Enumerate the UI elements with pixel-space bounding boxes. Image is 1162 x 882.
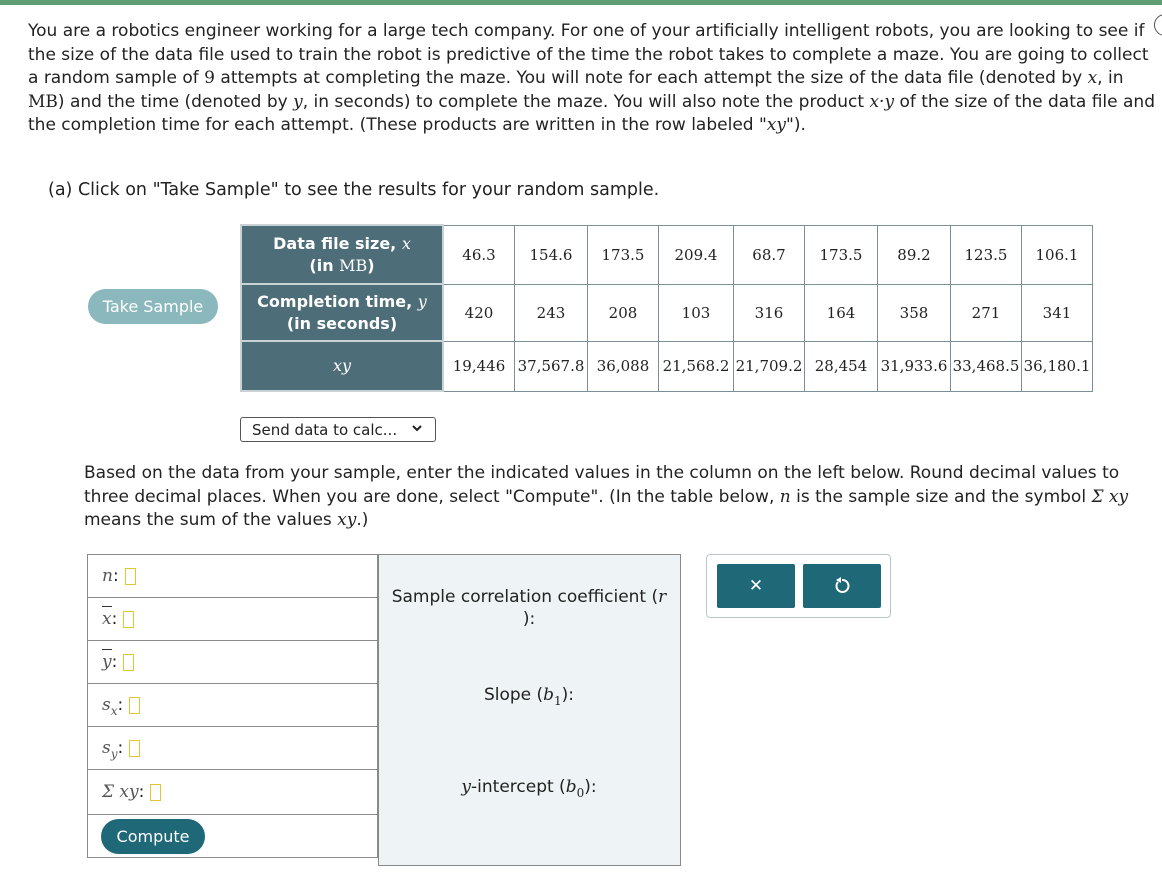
sum-xy-input[interactable] (150, 784, 161, 801)
compute-row (87, 814, 378, 858)
y-value-cell: 243 (515, 284, 588, 341)
x-value-cell: 68.7 (734, 225, 805, 284)
y-value-cell: 208 (588, 284, 659, 341)
x-value-cell: 173.5 (588, 225, 659, 284)
sx-label: $s_x$ (102, 695, 118, 718)
take-sample-button[interactable]: Take Sample (88, 289, 218, 324)
close-icon: ✕ (748, 576, 764, 596)
sample-data-table (240, 224, 1093, 392)
xy-value-cell: 21,568.2 (659, 341, 734, 391)
colon: : (117, 738, 124, 758)
xy-value-cell: 37,567.8 (515, 341, 588, 391)
x-value-cell: 123.5 (951, 225, 1022, 284)
colon: : (138, 782, 145, 802)
problem-statement: You are a robotics engineer working for a large tech company. For one of your artificially intelligent robots, you are looking to see if the size of the data file used to train the robot is predictive of the time the robot takes to complete a maze. You are going to collect a random sample of 9 attempts at completing the maze. You will note for each attempt the size of the data file (denoted by x, in MB) and the time (denoted by y, in seconds) to complete the maze. You will also note the product x·y of the size of the data file and the completion time for each attempt. (These products are written in the row labeled "xy"). (28, 21, 1155, 135)
table-row-y (241, 284, 1093, 341)
colon: : (117, 695, 124, 715)
ybar-input-row (87, 640, 378, 683)
n-input-row (87, 554, 378, 597)
x-value-cell: 209.4 (659, 225, 734, 284)
y-value-cell: 316 (734, 284, 805, 341)
sx-input[interactable] (129, 697, 140, 714)
colon: : (112, 566, 119, 586)
y-value-cell: 358 (878, 284, 951, 341)
y-value-cell: 271 (951, 284, 1022, 341)
xy-value-cell: 36,088 (588, 341, 659, 391)
action-toolbar (706, 554, 891, 618)
row-header-xy: xy (241, 341, 443, 391)
sy-label: $s_y$ (102, 738, 118, 761)
colon: : (111, 652, 118, 672)
xy-value-cell: 28,454 (805, 341, 878, 391)
y-value-cell: 164 (805, 284, 878, 341)
row-header-data-file-size: Data file size, x (in MB) (241, 225, 443, 284)
x-value-cell: 154.6 (515, 225, 588, 284)
y-value-cell: 103 (659, 284, 734, 341)
y-value-cell: 341 (1022, 284, 1093, 341)
compute-button[interactable]: Compute (101, 819, 205, 854)
colon: : (111, 609, 118, 629)
xy-value-cell: 36,180.1 (1022, 341, 1093, 391)
x-value-cell: 46.3 (443, 225, 515, 284)
xbar-input-row (87, 597, 378, 640)
xy-value-cell: 33,468.5 (951, 341, 1022, 391)
undo-icon (833, 577, 851, 595)
y-value-cell: 420 (443, 284, 515, 341)
table-row-x (241, 225, 1093, 284)
sy-input[interactable] (129, 740, 140, 757)
chevron-down-icon (411, 422, 423, 438)
n-label: n (102, 566, 113, 586)
sum-xy-input-row (87, 769, 378, 814)
ybar-label: y (102, 652, 112, 672)
sx-input-row (87, 683, 378, 726)
instructions-text: Based on the data from your sample, enter the indicated values in the column on the left below. Round decimal values to three decimal places. When you are done, select "Compute". (In the table below, n is the sample size and the symbol Σ xy means the sum of the values xy.) (84, 463, 1129, 530)
intercept-label: y-intercept $(b_0)$: (461, 777, 597, 800)
send-data-dropdown[interactable] (240, 417, 436, 442)
results-panel (378, 554, 681, 866)
x-value-cell: 89.2 (878, 225, 951, 284)
sy-input-row (87, 726, 378, 769)
xbar-label: x (102, 609, 112, 629)
input-column (87, 554, 378, 858)
slope-label: Slope $(b_1)$: (483, 685, 575, 708)
x-value-cell: 173.5 (805, 225, 878, 284)
clear-button[interactable] (717, 564, 795, 608)
correlation-label: Sample correlation coefficient (r ): (391, 587, 667, 629)
xy-value-cell: 19,446 (443, 341, 515, 391)
x-value-cell: 106.1 (1022, 225, 1093, 284)
xbar-input[interactable] (123, 611, 134, 628)
part-a-instruction: (a) Click on "Take Sample" to see the results for your random sample. (48, 180, 660, 200)
table-row-xy (241, 341, 1093, 391)
xy-value-cell: 21,709.2 (734, 341, 805, 391)
xy-value-cell: 31,933.6 (878, 341, 951, 391)
undo-button[interactable] (803, 564, 881, 608)
sum-xy-label: Σ xy (102, 782, 139, 802)
n-input[interactable] (125, 568, 136, 585)
ybar-input[interactable] (123, 654, 134, 671)
top-accent-bar (0, 0, 1162, 5)
row-header-completion-time: Completion time, y (in seconds) (241, 284, 443, 341)
send-data-label: Send data to calc... (252, 420, 398, 439)
